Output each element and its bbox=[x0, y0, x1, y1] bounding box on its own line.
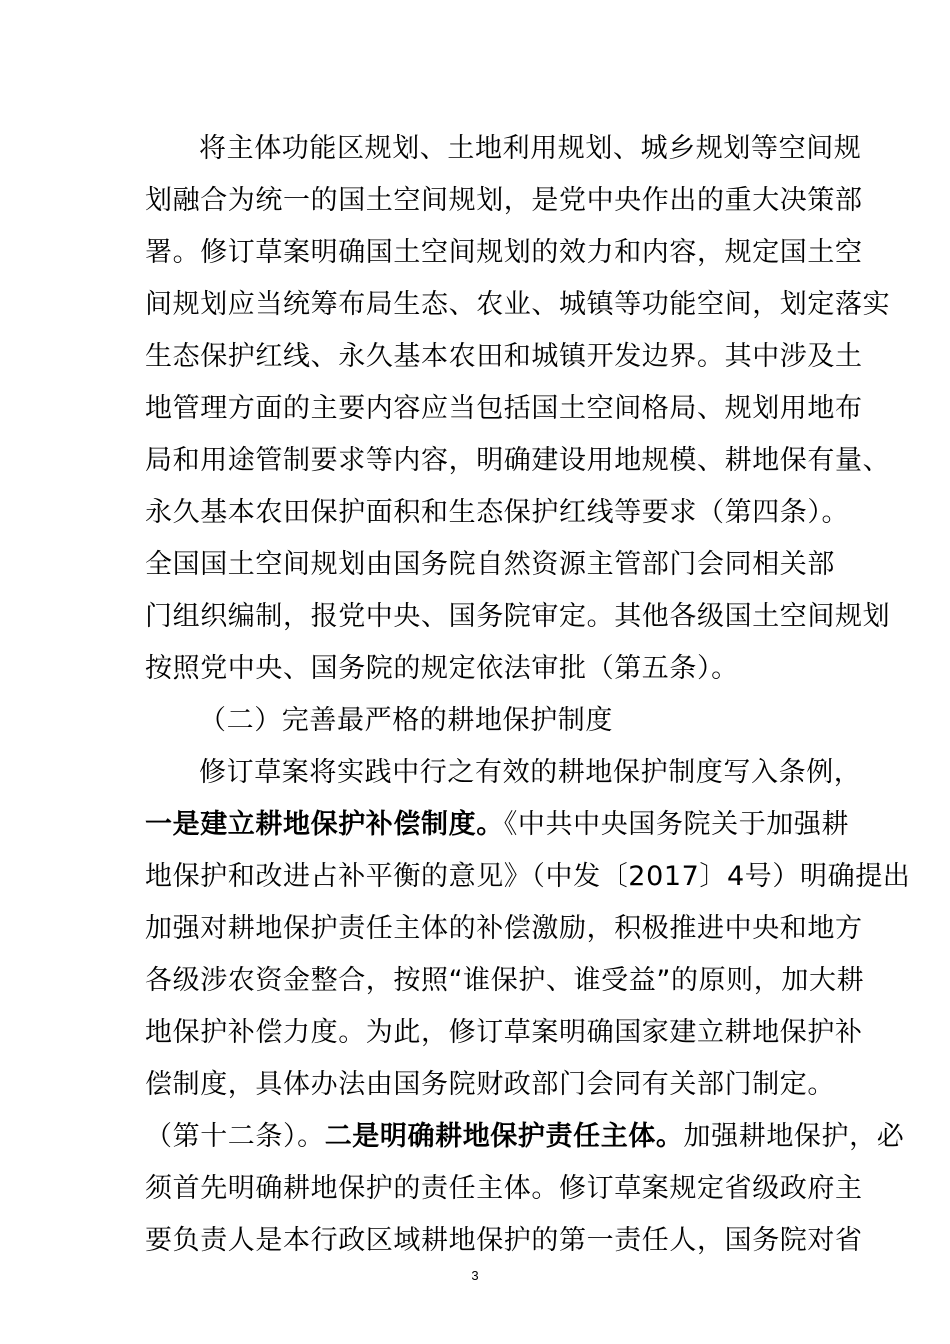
paragraph-line: 按照党中央、国务院的规定依法审批（第五条）。 bbox=[145, 653, 739, 684]
paragraph-line: 修订草案将实践中行之有效的耕地保护制度写入条例， bbox=[199, 757, 862, 788]
paragraph-line: 须首先明确耕地保护的责任主体。修订草案规定省级政府主 bbox=[145, 1173, 863, 1204]
paragraph-line: 永久基本农田保护面积和生态保护红线等要求（第四条）。 bbox=[145, 497, 850, 528]
paragraph-line: 偿制度，具体办法由国务院财政部门会同有关部门制定。 bbox=[145, 1069, 835, 1100]
bold-point-two: 二是明确耕地保护责任主体。 bbox=[324, 1121, 684, 1152]
paragraph-line bbox=[145, 800, 850, 850]
paragraph-line: 地保护和改进占补平衡的意见》（中发〔2017〕4号）明确提出 bbox=[145, 861, 911, 892]
paragraph-line: 间规划应当统筹布局生态、农业、城镇等功能空间，划定落实 bbox=[145, 289, 891, 320]
paragraph-line: 划融合为统一的国土空间规划，是党中央作出的重大决策部 bbox=[145, 185, 863, 216]
line-text: （第十二条）。 bbox=[145, 1121, 325, 1152]
paragraph-line: 加强对耕地保护责任主体的补偿激励，积极推进中央和地方 bbox=[145, 913, 863, 944]
line-text: 加强耕地保护，必 bbox=[683, 1121, 905, 1152]
paragraph-line: 各级涉农资金整合，按照“谁保护、谁受益”的原则，加大耕 bbox=[145, 965, 865, 996]
bold-point-one: 一是建立耕地保护补偿制度。 bbox=[145, 809, 504, 840]
paragraph-line: 生态保护红线、永久基本农田和城镇开发边界。其中涉及土 bbox=[145, 341, 863, 372]
paragraph-line: 局和用途管制要求等内容，明确建设用地规模、耕地保有量、 bbox=[145, 445, 891, 476]
paragraph-line: 地管理方面的主要内容应当包括国土空间格局、规划用地布 bbox=[145, 393, 863, 424]
paragraph-line: 要负责人是本行政区域耕地保护的第一责任人，国务院对省 bbox=[145, 1225, 863, 1256]
section-heading: （二）完善最严格的耕地保护制度 bbox=[199, 705, 613, 736]
line-text: 《中共中央国务院关于加强耕 bbox=[503, 809, 850, 840]
paragraph-line: 将主体功能区规划、土地利用规划、城乡规划等空间规 bbox=[199, 133, 862, 164]
paragraph-line: 全国国土空间规划由国务院自然资源主管部门会同相关部 bbox=[145, 549, 835, 580]
paragraph-line: 地保护补偿力度。为此，修订草案明确国家建立耕地保护补 bbox=[145, 1017, 863, 1048]
paragraph-line bbox=[145, 1112, 905, 1162]
paragraph-line: 署。修订草案明确国土空间规划的效力和内容，规定国土空 bbox=[145, 237, 863, 268]
page-number: 3 bbox=[471, 1268, 479, 1283]
paragraph-line: 门组织编制，报党中央、国务院审定。其他各级国土空间规划 bbox=[145, 601, 891, 632]
